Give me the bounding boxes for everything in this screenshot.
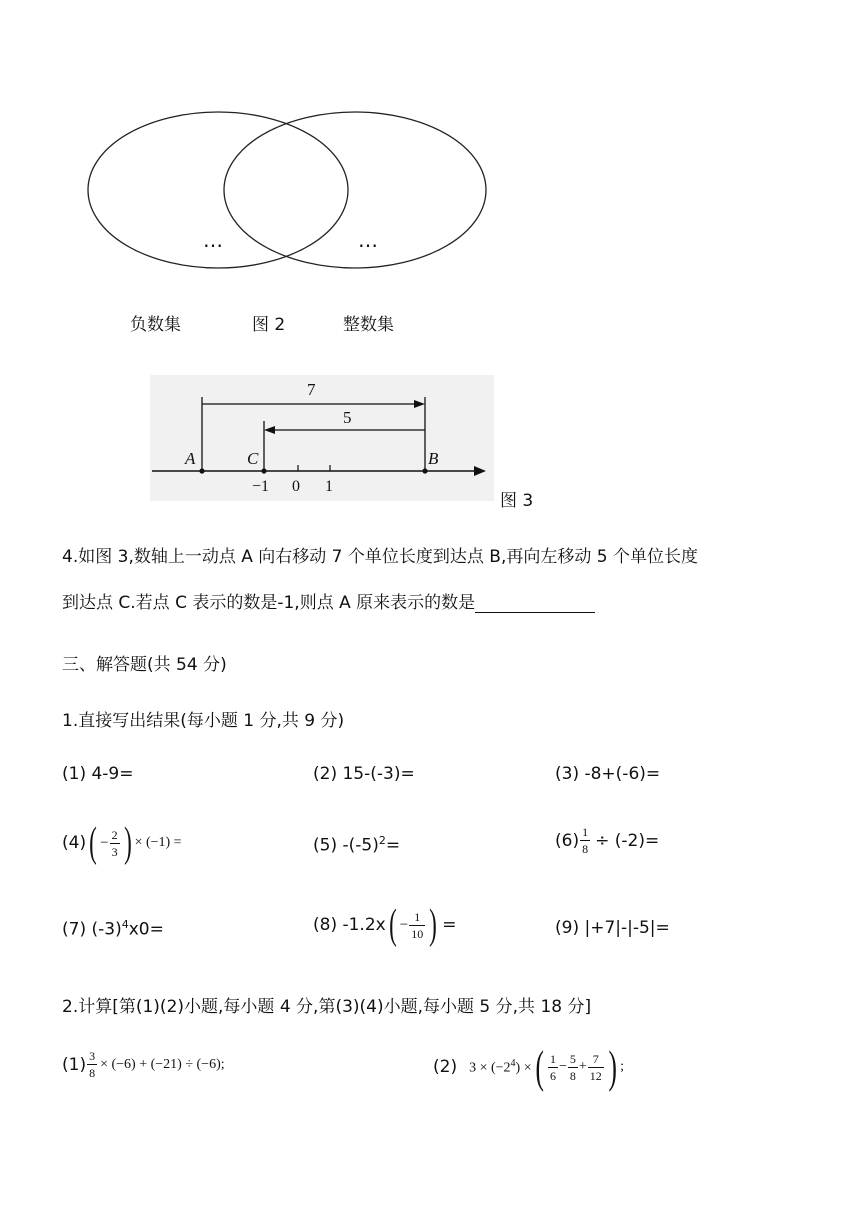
problem-8-minus: −	[399, 916, 409, 933]
venn-right-dots: …	[358, 228, 378, 252]
arrow-5-head	[264, 426, 275, 434]
calc-2-op2: +	[578, 1059, 587, 1074]
calc-2-fraction-1	[548, 1053, 558, 1082]
paren-right: )	[608, 1041, 617, 1092]
calc-1	[62, 1050, 225, 1079]
q4-line2-wrap	[62, 588, 595, 613]
problem-2: (2) 15-(-3)=	[313, 764, 415, 784]
problem-6-num: 1	[582, 825, 589, 839]
problem-9: (9) |+7|-|-5|=	[555, 918, 670, 938]
calc-2-f1-num: 1	[549, 1051, 556, 1066]
paren-right: )	[123, 820, 132, 866]
calc-1-num: 3	[89, 1049, 96, 1063]
point-c-label: C	[247, 449, 259, 468]
calc-2-f3-den: 12	[589, 1068, 602, 1083]
point-b-label: B	[428, 449, 439, 468]
problem-8-fraction	[409, 911, 425, 940]
tick-neg1-label: −1	[252, 478, 270, 495]
problem-7-exp: 4	[121, 918, 129, 931]
q4-line1: 4.如图 3,数轴上一动点 A 向右移动 7 个单位长度到达点 B,再向左移动 5 个单位长度	[62, 547, 698, 567]
problem-6-rest: ÷ (-2)=	[595, 830, 660, 851]
venn-left-dots: …	[203, 228, 223, 252]
problem-3: (3) -8+(-6)=	[555, 764, 661, 784]
problem-6-den: 8	[582, 842, 589, 856]
calc-2-f2-den: 8	[569, 1068, 576, 1083]
calc-2-lead-text: 3 × (−2	[469, 1060, 511, 1076]
problem-8-num: 1	[409, 911, 425, 926]
calc-2-f3-num: 7	[588, 1053, 604, 1068]
calc-2-op1: −	[558, 1059, 567, 1074]
calc-2-fraction-2	[568, 1053, 578, 1082]
section-3-title: 三、解答题(共 54 分)	[62, 655, 227, 675]
calc-2-mid: ) ×	[515, 1060, 532, 1076]
problem-8-den: 10	[411, 926, 424, 941]
problem-4-rest: × (−1) =	[134, 835, 182, 850]
integer-set-label: 整数集	[343, 315, 394, 335]
problem-7	[62, 918, 164, 940]
problem-5-exp: 2	[378, 834, 386, 847]
problem-7-end: x0=	[128, 919, 164, 940]
part2-title: 2.计算[第(1)(2)小题,每小题 4 分,第(3)(4)小题,每小题 5 分,共 18 分]	[62, 997, 592, 1017]
problem-6-fraction	[580, 826, 590, 855]
calc-2-f1-den: 6	[549, 1068, 556, 1083]
arrow-7-label: 7	[307, 380, 316, 399]
calc-2-end: ;	[620, 1059, 624, 1074]
problem-8-end: =	[442, 915, 457, 935]
problem-4-den: 3	[111, 844, 118, 859]
calc-1-fraction	[87, 1050, 97, 1079]
problem-8-prefix: (8) -1.2x	[313, 915, 386, 935]
axis-arrowhead	[474, 466, 486, 476]
problem-4	[62, 822, 182, 864]
calc-2-exp: 4	[510, 1057, 516, 1069]
problem-6-prefix: (6)	[555, 830, 580, 851]
point-c-dot	[261, 468, 266, 473]
problem-1: (1) 4-9=	[62, 764, 134, 784]
calc-1-prefix: (1)	[62, 1054, 87, 1075]
problem-5-text: (5) -(-5)	[313, 835, 379, 856]
problem-4-minus: −	[100, 834, 109, 851]
number-line-figure	[150, 375, 494, 501]
problem-5	[313, 834, 400, 856]
point-b-dot	[422, 468, 427, 473]
paren-left: (	[388, 902, 397, 948]
calc-2-f2-num: 5	[569, 1051, 576, 1066]
arrow-5-label: 5	[343, 408, 352, 427]
calc-2-prefix: (2)	[433, 1057, 458, 1077]
problem-8	[313, 904, 456, 946]
negative-set-label: 负数集	[130, 315, 181, 335]
tick-0-label: 0	[292, 478, 300, 495]
point-a-dot	[199, 468, 204, 473]
problem-7-text: (7) (-3)	[62, 919, 122, 940]
q4-answer-blank[interactable]	[475, 594, 595, 613]
venn-diagram	[85, 108, 495, 278]
calc-2	[433, 1041, 624, 1092]
arrow-7-head	[414, 400, 425, 408]
calc-1-rest: × (−6) + (−21) ÷ (−6);	[100, 1056, 225, 1072]
calc-2-lead	[469, 1058, 532, 1077]
point-a-label: A	[185, 449, 196, 468]
part1-title: 1.直接写出结果(每小题 1 分,共 9 分)	[62, 711, 345, 731]
paren-right: )	[429, 902, 438, 948]
paren-left: (	[535, 1041, 544, 1092]
tick-1-label: 1	[325, 478, 333, 495]
number-line-svg	[150, 375, 494, 501]
problem-5-end: =	[385, 835, 401, 856]
q4-line2: 到达点 C.若点 C 表示的数是-1,则点 A 原来表示的数是	[62, 593, 476, 613]
figure-3-caption: 图 3	[500, 491, 534, 511]
problem-6	[555, 826, 659, 855]
calc-2-fraction-3	[588, 1053, 604, 1082]
problem-4-fraction	[110, 829, 120, 858]
figure-2-caption: 图 2	[252, 315, 286, 335]
paren-left: (	[89, 820, 97, 866]
calc-1-den: 8	[89, 1066, 96, 1080]
problem-4-num: 2	[111, 827, 118, 842]
problem-4-prefix: (4)	[62, 833, 87, 853]
integer-set-ellipse	[224, 112, 486, 268]
